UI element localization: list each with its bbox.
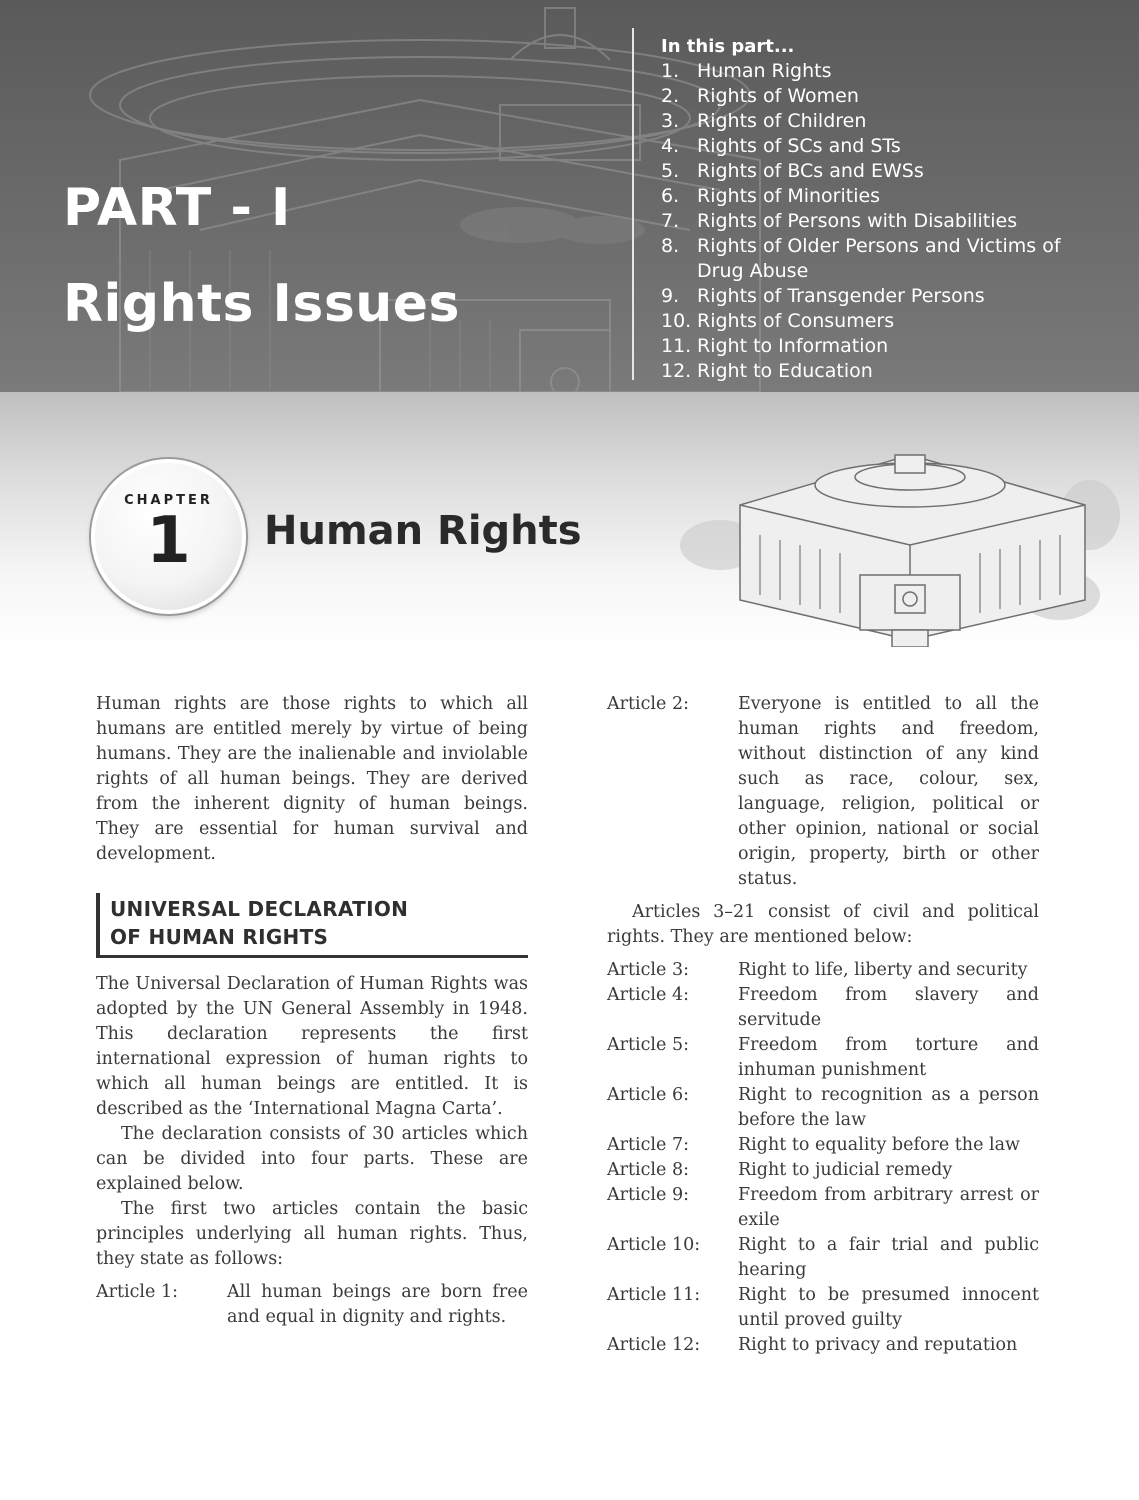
- part-number: PART - I: [63, 178, 291, 238]
- civil-rights-intro: Articles 3–21 consist of civil and political rights. They are mentioned below:: [607, 902, 1039, 947]
- right-column: [607, 692, 1039, 1358]
- article-entry: Article 10: Right to a fair trial and public hearing: [607, 1235, 1039, 1280]
- contents-item: 2. Rights of Women: [661, 85, 859, 107]
- contents-item: 9. Rights of Transgender Persons: [661, 285, 985, 307]
- contents-item: 6. Rights of Minorities: [661, 185, 881, 207]
- contents-item: 10. Rights of Consumers: [661, 310, 895, 332]
- principles-paragraph: The first two articles contain the basic principles underlying all human rights. Thus, they state as follows:: [96, 1199, 528, 1269]
- banner-divider: [632, 28, 634, 380]
- article-text: All human beings are born free and equal in dignity and rights.: [227, 1282, 528, 1327]
- part-title: [63, 160, 460, 352]
- article-entry: [96, 1280, 528, 1330]
- contents-item: 11. Right to Information: [661, 335, 889, 357]
- article-list: [607, 958, 1039, 1358]
- contents-item: 1. Human Rights: [661, 60, 832, 82]
- parliament-building-illustration: [680, 425, 1120, 647]
- left-column: [96, 692, 528, 1330]
- part-banner: [0, 0, 1139, 392]
- article-entry: Article 3: Right to life, liberty and security: [607, 960, 1028, 980]
- chapter-label: CHAPTER: [124, 493, 213, 508]
- chapter-badge: [91, 459, 246, 614]
- contents-item: 4. Rights of SCs and STs: [661, 135, 901, 157]
- contents-list: [661, 59, 1087, 384]
- contents-item: 12. Right to Education: [661, 360, 873, 382]
- contents-heading: In this part...: [661, 36, 795, 57]
- article-entry: Article 9: Freedom from arbitrary arrest or exile: [607, 1185, 1039, 1230]
- intro-paragraph: Human rights are those rights to which all humans are entitled merely by virtue of being humans. They are the inalienable and inviolable rights of all human beings. They are derived from the inherent dignity of human beings. They are essential for human survival and development.: [96, 694, 528, 864]
- article-entry: Article 11: Right to be presumed innocent until proved guilty: [607, 1285, 1039, 1330]
- contents-item: 5. Rights of BCs and EWSs: [661, 160, 924, 182]
- contents-item: 7. Rights of Persons with Disabilities: [661, 210, 1018, 232]
- section-heading: UNIVERSAL DECLARATION OF HUMAN RIGHTS: [96, 893, 528, 958]
- article-label: Article 1:: [96, 1282, 178, 1302]
- contents-item: 8. Rights of Older Persons and Victims of Drug Abuse: [661, 235, 1061, 282]
- declaration-paragraph: The declaration consists of 30 articles which can be divided into four parts. These are explained below.: [96, 1124, 528, 1194]
- contents-item: 3. Rights of Children: [661, 110, 867, 132]
- article-entry: Article 7: Right to equality before the law: [607, 1135, 1020, 1155]
- article-entry: Article 5: Freedom from torture and inhuman punishment: [607, 1035, 1039, 1080]
- part-name: Rights Issues: [63, 274, 461, 334]
- article-entry: Article 4: Freedom from slavery and servitude: [607, 985, 1039, 1030]
- article-label: Article 2:: [607, 694, 689, 714]
- udhr-paragraph: The Universal Declaration of Human Rights was adopted by the UN General Assembly in 1948. This declaration represents the first international expression of human rights to which all human beings are entitled. It is described as the ‘International Magna Carta’.: [96, 974, 528, 1119]
- article-text: Everyone is entitled to all the human rights and freedom, without distinction of any kind such as race, colour, sex, language, religion, political or other opinion, national or social origin, property, birth or other status.: [738, 694, 1039, 889]
- article-entry: Article 12: Right to privacy and reputation: [607, 1335, 1018, 1355]
- article-entry: [607, 692, 1039, 892]
- part-contents: [661, 34, 1087, 384]
- chapter-title: Human Rights: [264, 508, 582, 554]
- article-entry: Article 6: Right to recognition as a person before the law: [607, 1085, 1039, 1130]
- article-entry: Article 8: Right to judicial remedy: [607, 1160, 953, 1180]
- chapter-number: 1: [146, 504, 191, 578]
